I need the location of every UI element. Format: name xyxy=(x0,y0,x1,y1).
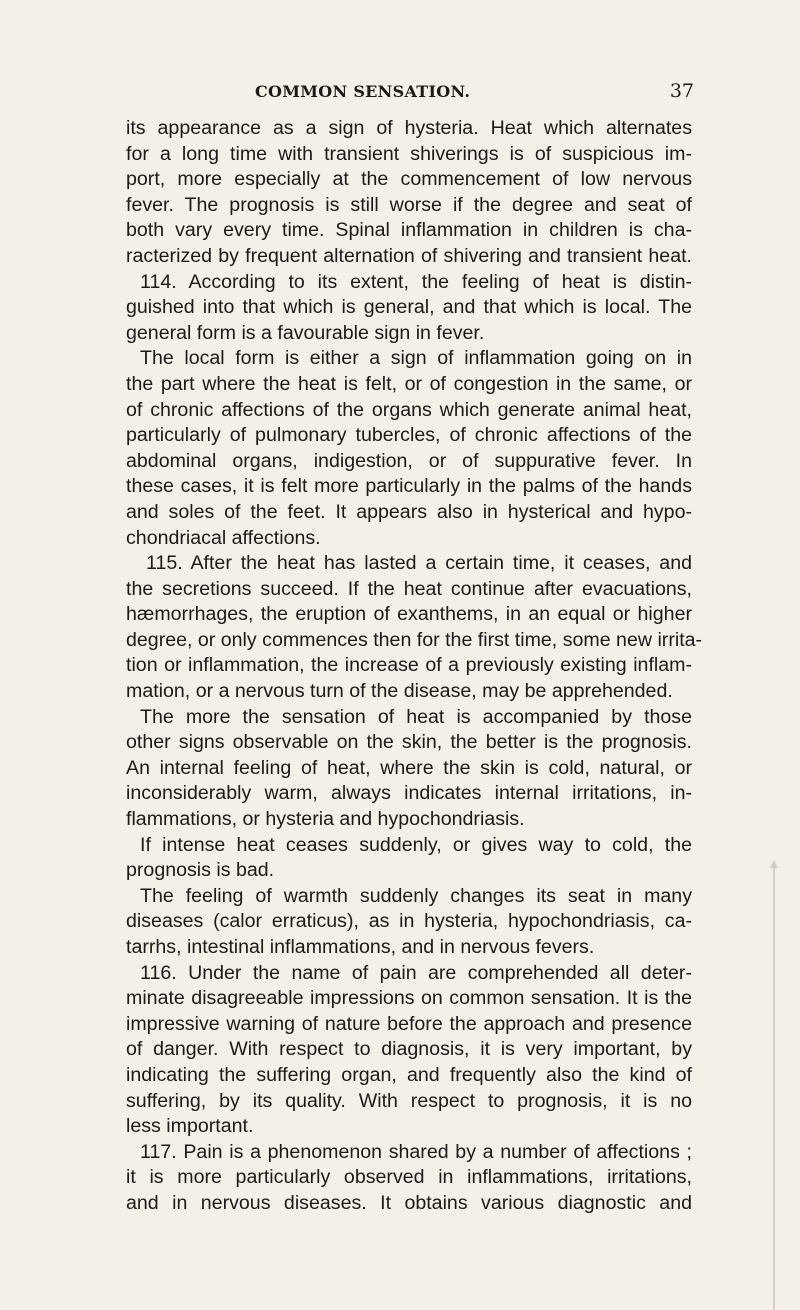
text-line: abdominal organs, indigestion, or of suppurative fever. In xyxy=(126,449,692,472)
paragraph-start-line: The feeling of warmth suddenly changes its seat in many xyxy=(140,884,692,907)
text-line: An internal feeling of heat, where the skin is cold, natural, or xyxy=(126,756,692,779)
text-line: diseases (calor erraticus), as in hysteria, hypochondriasis, ca- xyxy=(126,910,692,933)
page-number: 37 xyxy=(669,80,694,102)
text-line: its appearance as a sign of hysteria. Heat which alternates xyxy=(126,117,692,139)
text-line: prognosis is bad. xyxy=(126,859,275,882)
text-line: chondriacal affections. xyxy=(126,526,321,549)
text-line: degree, or only commences then for the first time, some new irrita- xyxy=(126,628,703,651)
text-line: general form is a favourable sign in fever. xyxy=(126,321,485,344)
paragraph-start-line: The more the sensation of heat is accompanied by those xyxy=(140,705,692,728)
text-line: and in nervous diseases. It obtains various diagnostic and xyxy=(126,1191,692,1214)
paragraph-start-line: If intense heat ceases suddenly, or gives way to cold, the xyxy=(140,833,692,856)
text-line: minate disagreeable impressions on common sensation. It is the xyxy=(126,987,692,1010)
text-line: for a long time with transient shiverings is of suspicious im- xyxy=(126,142,692,165)
text-line: racterized by frequent alternation of shivering and transient heat. xyxy=(126,244,692,267)
paragraph-start-line: The local form is either a sign of inflammation going on in xyxy=(140,347,692,370)
text-line: inconsiderably warm, always indicates internal irritations, in- xyxy=(126,782,692,805)
running-head xyxy=(130,80,694,106)
text-line: the part where the heat is felt, or of congestion in the same, or xyxy=(126,372,692,395)
text-line: it is more particularly observed in inflammations, irritations, xyxy=(126,1166,692,1189)
text-line: of danger. With respect to diagnosis, it is very important, by xyxy=(126,1038,692,1061)
paragraph-start-line: 117. Pain is a phenomenon shared by a number of affections ; xyxy=(140,1140,692,1163)
text-line: indicating the suffering organ, and frequently also the kind of xyxy=(126,1063,692,1086)
paragraph-start-line: 116. Under the name of pain are comprehended all deter- xyxy=(140,961,692,984)
text-line: the secretions succeed. If the heat continue after evacuations, xyxy=(126,577,692,600)
text-line: flammations, or hysteria and hypochondriasis. xyxy=(126,808,525,831)
text-line: tion or inflammation, the increase of a previously existing inflam- xyxy=(126,654,692,677)
text-line: suffering, by its quality. With respect to prognosis, it is no xyxy=(126,1089,692,1112)
text-line: fever. The prognosis is still worse if the degree and seat of xyxy=(126,193,692,216)
text-line: tarrhs, intestinal inflammations, and in nervous fevers. xyxy=(126,936,595,958)
text-line: and soles of the feet. It appears also in hysterical and hypo- xyxy=(126,500,692,523)
text-line: mation, or a nervous turn of the disease, may be apprehended. xyxy=(126,680,673,703)
scan-edge-mark xyxy=(768,860,780,1310)
text-line: both vary every time. Spinal inflammation in children is cha- xyxy=(126,219,692,242)
paragraph-start-line: 115. After the heat has lasted a certain time, it ceases, and xyxy=(146,552,692,575)
body-text xyxy=(126,116,703,1217)
running-title: COMMON SENSATION. xyxy=(255,82,471,101)
text-line: other signs observable on the skin, the better is the prognosis. xyxy=(126,731,692,754)
text-line: less important. xyxy=(126,1115,254,1138)
text-line: impressive warning of nature before the approach and presence xyxy=(126,1012,692,1035)
text-line: guished into that which is general, and that which is local. The xyxy=(126,296,692,319)
paragraph-start-line: 114. According to its extent, the feeling of heat is distin- xyxy=(140,270,692,293)
text-line: port, more especially at the commencement of low nervous xyxy=(126,168,692,191)
text-line: these cases, it is felt more particularly in the palms of the hands xyxy=(126,475,692,498)
text-line: hæmorrhages, the eruption of exanthems, in an equal or higher xyxy=(126,603,692,626)
text-line: particularly of pulmonary tubercles, of chronic affections of the xyxy=(126,424,692,447)
text-line: of chronic affections of the organs which generate animal heat, xyxy=(126,398,692,421)
